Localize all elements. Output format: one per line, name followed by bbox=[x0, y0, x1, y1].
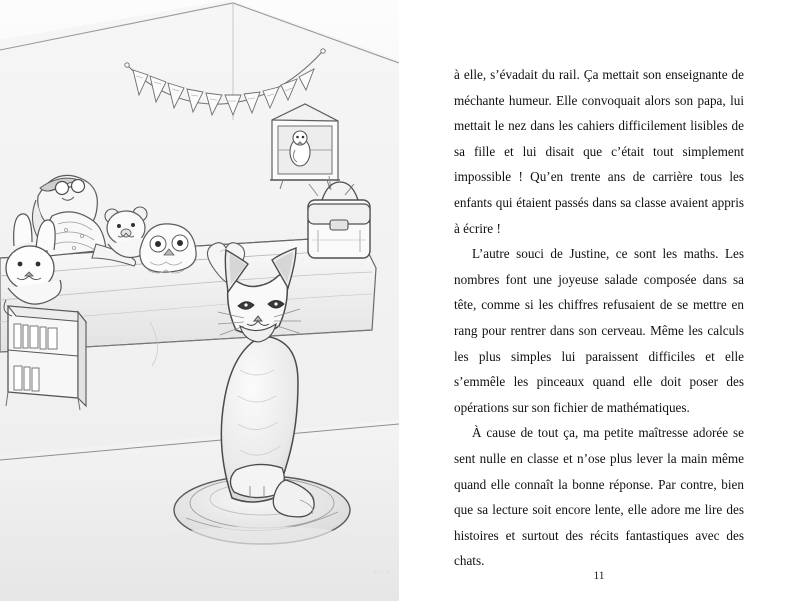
page-left-illustration bbox=[0, 0, 399, 601]
paragraph-1: à elle, s’évadait du rail. Ça mettait son enseignante de méchante humeur. Elle convoquait alors son papa, lui mettait le nez dans les cahiers difficilement lisibles de sa fille et lui disait que c’était tout simplement impossible ! Qu’en trente ans de carrière tous les enfants qui étaient passés dans sa classe avaient appris à écrire ! bbox=[454, 67, 744, 236]
bird-figure bbox=[290, 131, 310, 166]
bedroom-illustration bbox=[0, 0, 399, 601]
glasses-left bbox=[56, 182, 69, 195]
page-right-text bbox=[399, 0, 799, 601]
page-number: 11 bbox=[593, 570, 605, 582]
artist-signature: · · · bbox=[374, 569, 390, 577]
glasses-right bbox=[72, 180, 85, 193]
owl-cushion bbox=[140, 224, 196, 273]
body-text-column bbox=[454, 62, 744, 574]
paragraph-2: L’autre souci de Justine, ce sont les maths. Les nombres font une joyeuse salade composée dans sa tête, comme si les chiffres refusaient de se mettre en rang pour rentrer dans son cerveau. Même les calculs les plus simples lui paraissent difficiles et elle s’emmêle les pinceaux quand elle doit poser des opérations sur son fichier de mathématiques. bbox=[454, 246, 744, 415]
floor-shadow bbox=[166, 526, 358, 554]
paragraph-3: À cause de tout ça, ma petite maîtresse adorée se sent nulle en classe et n’ose plus lever la main même quand elle connaît la bonne réponse. Par contre, bien que sa lecture soit encore lente, elle adore me lire des histoires et surtout des récits fantastiques avec des chats. bbox=[454, 425, 744, 569]
